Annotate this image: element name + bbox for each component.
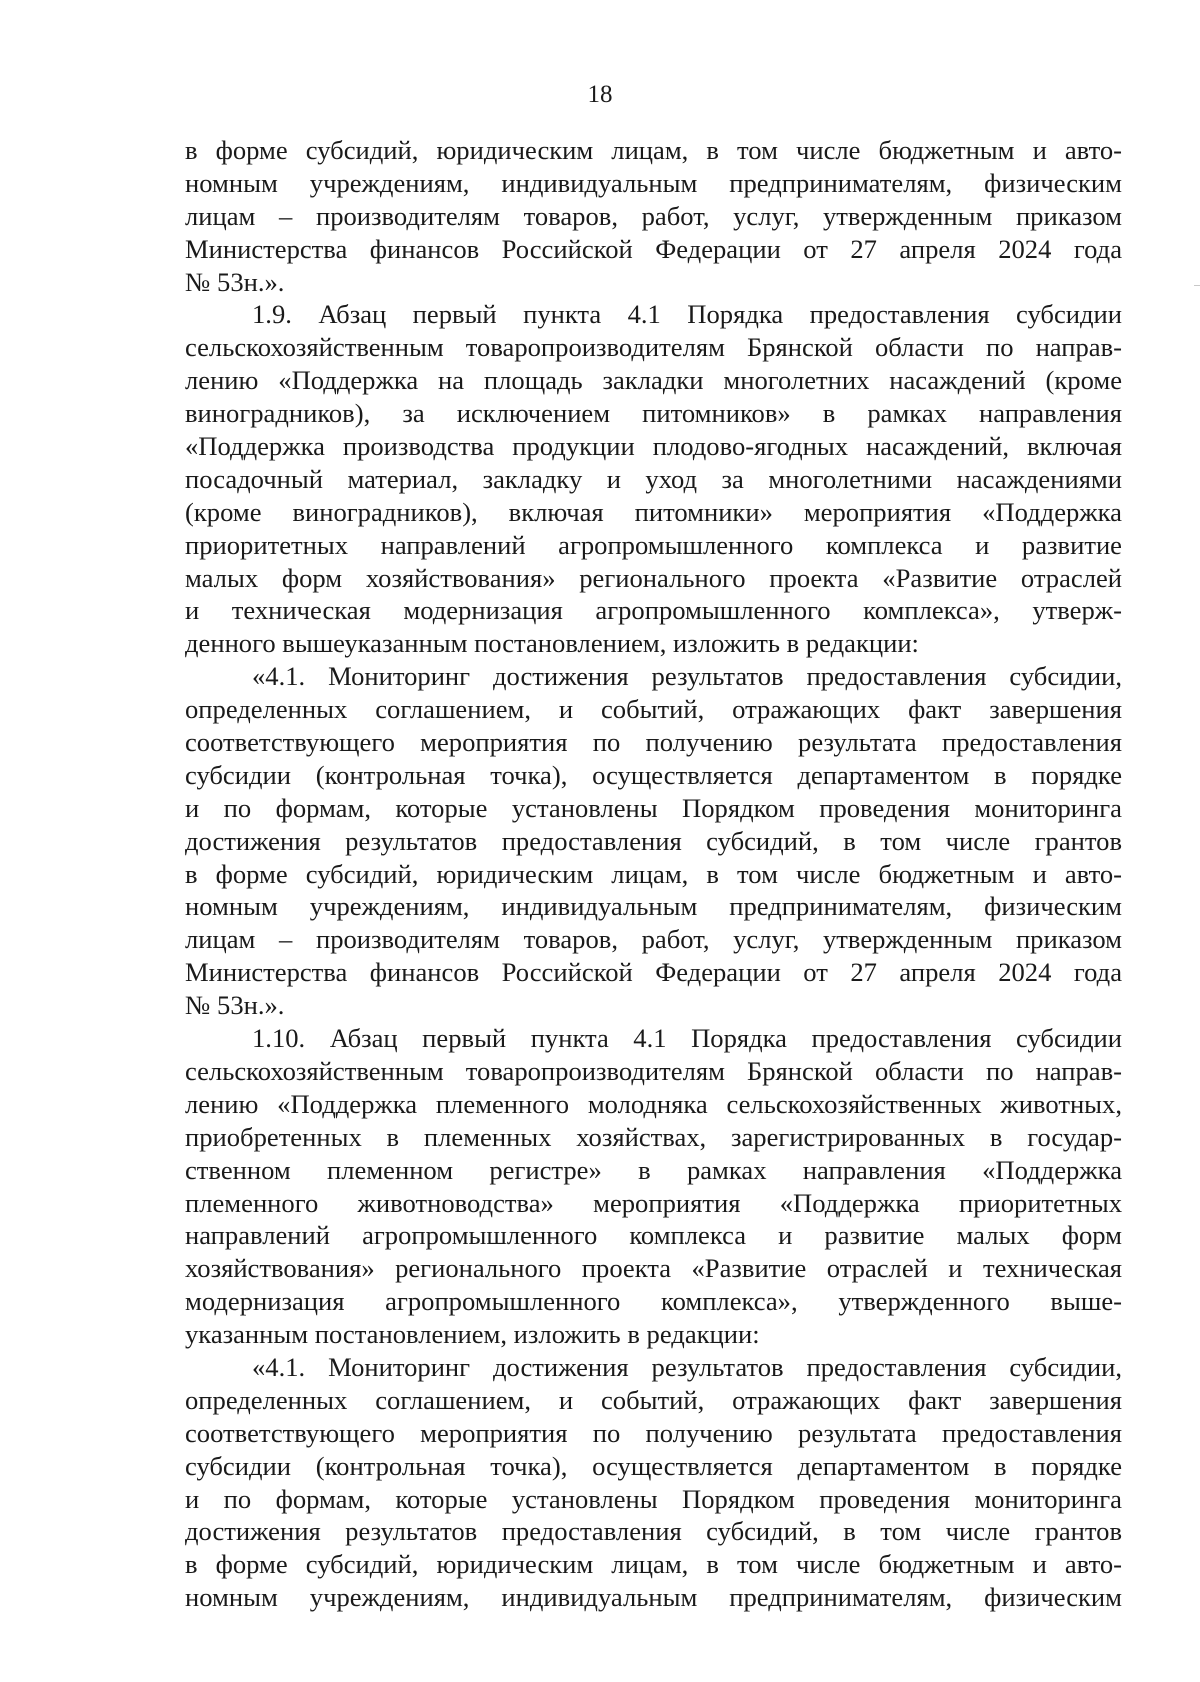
text-line: и по формам, которые установлены Порядком проведения мониторинга — [185, 792, 1122, 823]
text-line: приобретенных в племенных хозяйствах, зарегистрированных в государ- — [185, 1121, 1122, 1152]
text-line: 1.10. Абзац первый пункта 4.1 Порядка предоставления субсидии — [252, 1023, 1122, 1054]
scan-edge-mark — [1194, 285, 1200, 286]
text-line: хозяйствования» регионального проекта «Развитие отраслей и техническая — [185, 1253, 1122, 1284]
text-line: (кроме виноградников), включая питомники» мероприятия «Поддержка — [185, 496, 1122, 527]
text-line: сельскохозяйственным товаропроизводителям Брянской области по направ- — [185, 332, 1122, 363]
text-line: виноградников), за исключением питомников» в рамках направления — [185, 398, 1122, 429]
text-line: лению «Поддержка племенного молодняка сельскохозяйственных животных, — [185, 1088, 1122, 1119]
text-line: лению «Поддержка на площадь закладки многолетних насаждений (кроме — [185, 365, 1122, 396]
text-line: «4.1. Мониторинг достижения результатов предоставления субсидии, — [252, 1351, 1122, 1382]
text-line: № 53н.». — [185, 266, 285, 297]
text-line: в форме субсидий, юридическим лицам, в том числе бюджетным и авто- — [185, 135, 1122, 165]
text-line: денного вышеуказанным постановлением, изложить в редакции: — [185, 628, 919, 659]
text-line: № 53н.». — [185, 990, 285, 1021]
text-line: номным учреждениям, индивидуальным предпринимателям, физическим — [185, 891, 1122, 922]
text-line: малых форм хозяйствования» регионального проекта «Развитие отраслей — [185, 562, 1122, 593]
text-line: лицам – производителям товаров, работ, услуг, утвержденным приказом — [185, 924, 1122, 955]
body-text — [185, 134, 1122, 1614]
text-line: в форме субсидий, юридическим лицам, в том числе бюджетным и авто- — [185, 858, 1122, 889]
text-line: 1.9. Абзац первый пункта 4.1 Порядка предоставления субсидии — [252, 299, 1122, 330]
text-line: Министерства финансов Российской Федерации от 27 апреля 2024 года — [185, 233, 1122, 264]
text-line: субсидии (контрольная точка), осуществляется департаментом в порядке — [185, 1450, 1122, 1481]
text-line: достижения результатов предоставления субсидий, в том числе грантов — [185, 825, 1122, 856]
text-line: лицам – производителям товаров, работ, услуг, утвержденным приказом — [185, 200, 1122, 231]
text-line: соответствующего мероприятия по получению результата предоставления — [185, 1417, 1122, 1448]
text-line: определенных соглашением, и событий, отражающих факт завершения — [185, 1384, 1122, 1415]
text-line: соответствующего мероприятия по получению результата предоставления — [185, 727, 1122, 758]
text-line: определенных соглашением, и событий, отражающих факт завершения — [185, 694, 1122, 725]
text-line: ственном племенном регистре» в рамках направления «Поддержка — [185, 1154, 1122, 1185]
page-number: 18 — [587, 81, 613, 108]
text-line: племенного животноводства» мероприятия «Поддержка приоритетных — [185, 1187, 1122, 1218]
text-line: указанным постановлением, изложить в редакции: — [185, 1319, 760, 1350]
text-line: модернизация агропромышленного комплекса», утвержденного выше- — [185, 1286, 1122, 1317]
text-line: сельскохозяйственным товаропроизводителям Брянской области по направ- — [185, 1055, 1122, 1086]
text-line: приоритетных направлений агропромышленного комплекса и развитие — [185, 529, 1122, 560]
text-line: и техническая модернизация агропромышленного комплекса», утверж- — [185, 595, 1122, 626]
text-line: номным учреждениям, индивидуальным предпринимателям, физическим — [185, 167, 1122, 198]
text-line: в форме субсидий, юридическим лицам, в том числе бюджетным и авто- — [185, 1549, 1122, 1580]
text-line: Министерства финансов Российской Федерации от 27 апреля 2024 года — [185, 957, 1122, 988]
text-line: достижения результатов предоставления субсидий, в том числе грантов — [185, 1516, 1122, 1547]
text-line: посадочный материал, закладку и уход за многолетними насаждениями — [185, 463, 1122, 494]
text-line: «Поддержка производства продукции плодово-ягодных насаждений, включая — [185, 431, 1122, 462]
text-line: направлений агропромышленного комплекса и развитие малых форм — [185, 1220, 1122, 1251]
text-line: номным учреждениям, индивидуальным предпринимателям, физическим — [185, 1582, 1122, 1613]
text-line: «4.1. Мониторинг достижения результатов предоставления субсидии, — [252, 661, 1122, 692]
text-line: субсидии (контрольная точка), осуществляется департаментом в порядке — [185, 759, 1122, 790]
text-line: и по формам, которые установлены Порядком проведения мониторинга — [185, 1483, 1122, 1514]
